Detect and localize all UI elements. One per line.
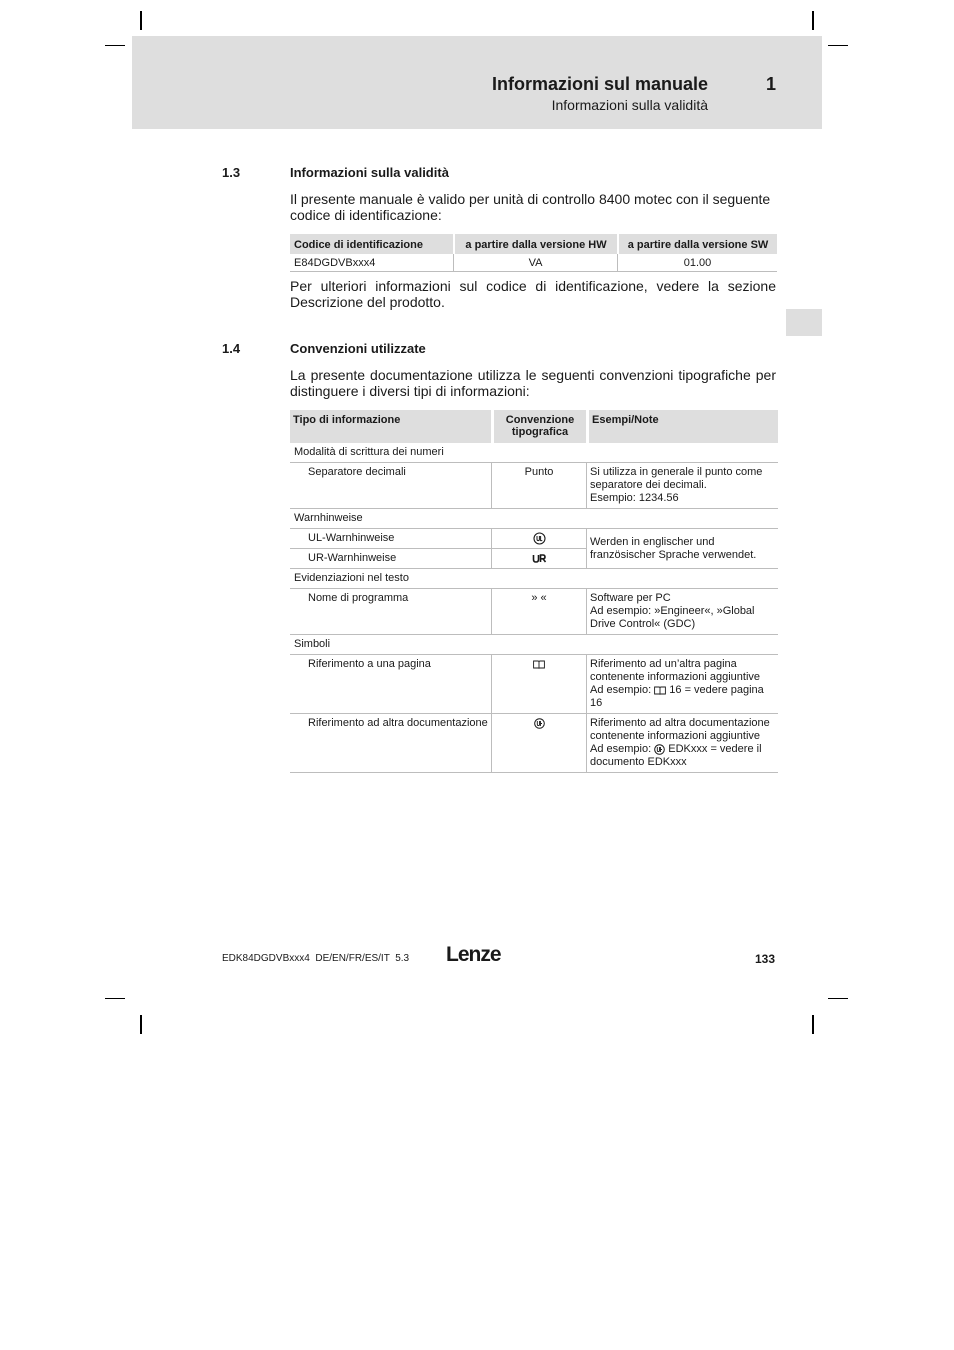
section-note-last: Descrizione del prodotto. bbox=[290, 294, 445, 310]
conventions-table bbox=[290, 410, 778, 773]
ul-mark-icon bbox=[533, 532, 546, 545]
section-intro-main: La presente documentazione utilizza le seguenti convenzioni tipografiche per bbox=[290, 367, 776, 383]
book-icon bbox=[533, 660, 545, 669]
section-note-main: Per ulteriori informazioni sul codice di identificazione, vedere la sezione bbox=[290, 278, 776, 294]
section-intro: Il presente manuale è valido per unità di controllo 8400 motec con il seguente codice di identificazione: bbox=[290, 191, 771, 223]
ur-mark-icon bbox=[532, 553, 547, 564]
book-icon bbox=[654, 686, 666, 695]
footer-document-id: EDK84DGDVBxxx4 DE/EN/FR/ES/IT 5.3 bbox=[222, 953, 410, 964]
table-header: a partire dalla versione SW bbox=[617, 234, 777, 254]
category-label: Warnhinweise bbox=[290, 509, 778, 529]
section-title: Informazioni sulla validità bbox=[290, 165, 449, 180]
table-row bbox=[290, 443, 778, 463]
table-cell: » « bbox=[491, 589, 586, 635]
table-row bbox=[290, 655, 778, 714]
table-cell: Separatore decimali bbox=[290, 463, 491, 509]
table-cell: Nome di programma bbox=[290, 589, 491, 635]
table-row bbox=[290, 529, 778, 549]
page-number: 133 bbox=[755, 952, 776, 966]
note-example-suffix: 16 = vedere pagina 16 bbox=[590, 684, 764, 710]
header-band bbox=[132, 36, 822, 129]
crop-mark bbox=[812, 11, 814, 30]
table-header: Convenzione tipografica bbox=[491, 410, 586, 443]
side-tab-marker bbox=[786, 309, 822, 336]
table-cell: Riferimento a una pagina bbox=[290, 655, 491, 714]
identification-table bbox=[290, 234, 777, 272]
note-text: Si utilizza in generale il punto come separatore dei decimali. bbox=[590, 466, 763, 491]
crop-mark bbox=[828, 998, 848, 999]
table-cell: Punto bbox=[491, 463, 586, 509]
table-cell: UR-Warnhinweise bbox=[290, 549, 491, 569]
crop-mark bbox=[812, 1015, 814, 1034]
table-cell bbox=[491, 529, 586, 549]
table-cell bbox=[586, 463, 778, 509]
section-title: Convenzioni utilizzate bbox=[290, 341, 426, 356]
category-label: Simboli bbox=[290, 635, 778, 655]
table-row bbox=[290, 509, 778, 529]
table-cell bbox=[586, 589, 778, 635]
note-text: Riferimento ad altra documentazione contenente informazioni aggiuntive bbox=[590, 717, 770, 743]
table-header: Esempi/Note bbox=[586, 410, 778, 443]
table-cell: UL-Warnhinweise bbox=[290, 529, 491, 549]
section-intro bbox=[290, 367, 776, 399]
note-example: Ad esempio: »Engineer«, »Global Drive Control« (GDC) bbox=[590, 605, 755, 631]
note-example-suffix: EDKxxx = vedere il documento EDKxxx bbox=[590, 743, 762, 769]
table-cell bbox=[586, 655, 778, 714]
table-row bbox=[290, 589, 778, 635]
section-note bbox=[290, 278, 776, 310]
document-reference-icon bbox=[654, 744, 665, 755]
table-cell bbox=[491, 655, 586, 714]
crop-mark bbox=[828, 45, 848, 46]
table-header: a partire dalla versione HW bbox=[453, 234, 617, 254]
chapter-title: Informazioni sul manuale bbox=[491, 74, 708, 94]
category-label: Evidenziazioni nel testo bbox=[290, 569, 778, 589]
table-cell: Riferimento ad altra documentazione bbox=[290, 714, 491, 773]
chapter-number: 1 bbox=[766, 74, 777, 94]
table-cell: VA bbox=[453, 254, 617, 272]
section-intro-last: distinguere i diversi tipi di informazioni: bbox=[290, 383, 530, 399]
chapter-subtitle: Informazioni sulla validità bbox=[551, 97, 708, 113]
table-row bbox=[290, 714, 778, 773]
category-label: Modalità di scrittura dei numeri bbox=[290, 443, 778, 463]
crop-mark bbox=[105, 998, 125, 999]
note-example-prefix: Ad esempio: bbox=[590, 743, 652, 756]
table-cell bbox=[491, 714, 586, 773]
table-cell: E84DGDVBxxx4 bbox=[290, 254, 453, 272]
table-cell bbox=[586, 714, 778, 773]
table-header: Tipo di informazione bbox=[290, 410, 491, 443]
note-example: Esempio: 1234.56 bbox=[590, 492, 679, 504]
table-row bbox=[290, 635, 778, 655]
table-cell: Werden in englischer und französischer Sprache verwendet. bbox=[586, 529, 778, 569]
table-row bbox=[290, 463, 778, 509]
section-number: 1.3 bbox=[222, 165, 241, 180]
crop-mark bbox=[105, 45, 125, 46]
table-cell bbox=[491, 549, 586, 569]
table-header: Codice di identificazione bbox=[290, 234, 453, 254]
note-text: Software per PC bbox=[590, 592, 671, 605]
note-example-prefix: Ad esempio: bbox=[590, 684, 652, 697]
crop-mark bbox=[140, 11, 142, 30]
document-reference-icon bbox=[534, 718, 545, 729]
section-number: 1.4 bbox=[222, 341, 241, 356]
crop-mark bbox=[140, 1015, 142, 1034]
lenze-logo: Lenze bbox=[446, 943, 501, 966]
table-cell: 01.00 bbox=[617, 254, 777, 272]
table-row bbox=[290, 254, 777, 272]
table-row bbox=[290, 569, 778, 589]
note-text: Riferimento ad un’altra pagina contenente informazioni aggiuntive bbox=[590, 658, 761, 684]
